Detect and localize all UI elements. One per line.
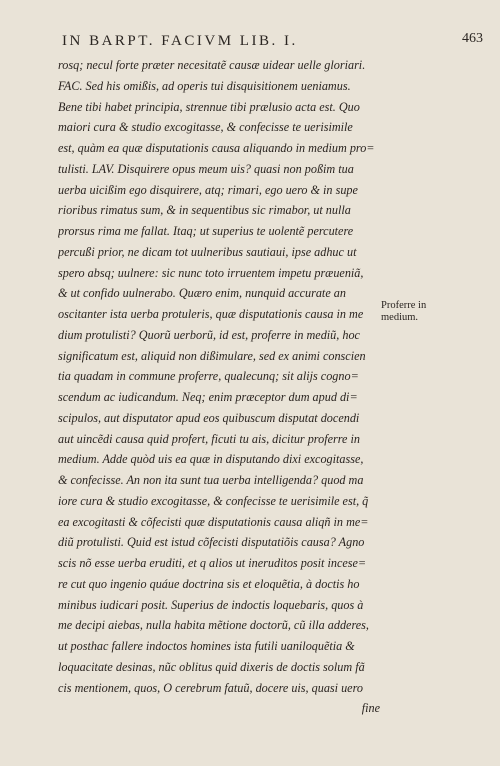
margin-note-line: medium. — [381, 312, 419, 323]
text-line: aut uincẽdi causa quid profert, ficuti tu ais, dicitur proferre in — [58, 431, 360, 446]
text-line: minibus iudicari posit. Superius de indoctis loquebaris, quos à — [58, 597, 364, 612]
text-line: spero absq; uulnere: sic nunc toto irruentem impetu præueniã, — [58, 265, 364, 280]
text-line: medium. Adde quòd uis ea quæ in disputando dixi excogitasse, — [58, 452, 364, 467]
text-line: diũ protulisti. Quid est istud cõfecisti disputatiõis causa? Agno — [58, 535, 365, 550]
text-line: ea excogitasti & cõfecisti quæ disputationis causa aliqñ in me= — [58, 514, 369, 529]
text-line: tia quadam in commune proferre, qualecunq; sit alijs cogno= — [58, 369, 359, 384]
text-line: est, quàm ea quæ disputationis causa aliquando in medium pro= — [58, 141, 375, 155]
text-line: ut posthac fallere indoctos homines ista futili uaniloquẽtia & — [58, 639, 355, 653]
body-text — [58, 55, 380, 719]
text-line: scipulos, aut disputator apud eos quibuscum disputat docendi — [58, 410, 360, 425]
text-line: loquacitate desinas, nũc oblitus quid dixeris de doctis solum fã — [58, 659, 365, 674]
text-line: percußi prior, ne dicam tot uulneribus sautiaui, ipse adhuc ut — [58, 244, 357, 259]
text-line: re cut quo ingenio quáue doctrina sis et eloquẽtia, à doctis ho — [58, 576, 360, 591]
text-line: Bene tibi habet principia, strennue tibi prælusio acta est. Quo — [58, 99, 360, 114]
margin-note-line: Proferre in — [381, 300, 427, 311]
text-line: oscitanter ista uerba protuleris, quæ disputationis causa in me — [58, 307, 364, 321]
text-line: iore cura & studio excogitasse, & confecisse te uerisimile est, q̃ — [58, 493, 369, 508]
text-line: tulisti. LAV. Disquirere opus meum uis? quasi non poßim tua — [58, 161, 354, 176]
text-line: scis nõ esse uerba eruditi, et q alios ut ineruditos posit incese= — [58, 556, 367, 570]
text-line: fine — [361, 701, 380, 716]
text-line: & confecisse. An non ita sunt tua uerba intelligenda? quod ma — [58, 473, 364, 487]
text-line: scendum ac iudicandum. Neq; enim præceptor dum apud di= — [58, 390, 358, 404]
text-line: prorsus rima me fallat. Itaq; ut superius te uolentẽ percutere — [58, 224, 354, 238]
margin-note — [381, 300, 441, 324]
text-line: & ut confido uulnerabo. Quæro enim, nunquid accurate an — [58, 286, 346, 301]
text-line: dium protulisti? Quorũ uerborũ, id est, proferre in mediũ, hoc — [58, 327, 360, 342]
text-line: me decipi aiebas, nulla habita mẽtione doctorũ, cũ illa adderes, — [58, 618, 369, 633]
text-line: FAC. Sed his omißis, ad operis tui disquisitionem ueniamus. — [58, 78, 351, 93]
text-line: uerba uicißim ego disquirere, atq; rimari, ego uero & in supe — [58, 182, 358, 197]
page-number: 463 — [462, 31, 483, 46]
running-head: IN BARPT. FACIVM LIB. I. — [62, 33, 298, 49]
text-line: rosq; necul forte præter necesitatẽ causæ uidear uelle gloriari. — [58, 58, 366, 72]
text-line: maiori cura & studio excogitasse, & confecisse te uerisimile — [58, 120, 353, 135]
text-line: rioribus rimatus sum, & in sequentibus sic rimabor, ut nulla — [58, 203, 351, 218]
text-line: cis mentionem, quos, O cerebrum fatuũ, docere uis, quasi uero — [58, 680, 363, 695]
text-line: significatum est, aliquid non dißimulare, sed ex animi conscien — [58, 348, 366, 363]
